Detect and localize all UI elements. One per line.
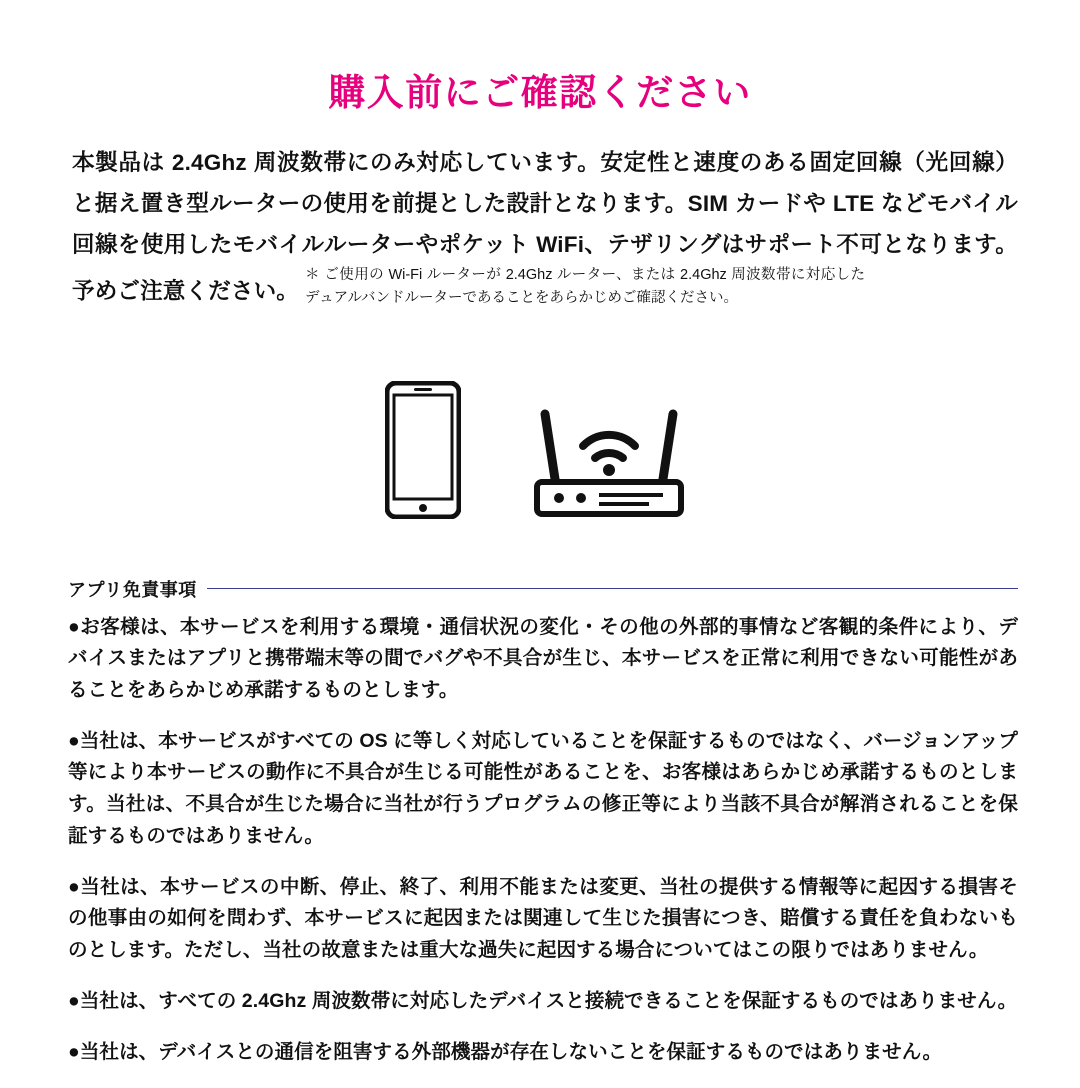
intro-main-text: 本製品は 2.4Ghz 周波数帯にのみ対応しています。安定性と速度のある固定回線（光回線）と据え置き型ルーターの使用を前提とした設計となります。SIM カードや LTE などモバイル回線を使用したモバイルルーターやポケット WiFi、テザリングはサポート不可となります。予めご注意ください。 bbox=[72, 150, 1018, 304]
disclaimer-heading-label: アプリ免責事項 bbox=[68, 579, 197, 600]
wifi-router-icon bbox=[523, 380, 695, 525]
device-illustration bbox=[0, 365, 1080, 540]
product-notice-page bbox=[0, 25, 1080, 1088]
disclaimer-clause-4: ●当社は、すべての 2.4Ghz 周波数帯に対応したデバイスと接続できることを保証するものではありません。 bbox=[68, 989, 1018, 1012]
intro-footnote: ＊ ご使用の Wi-Fi ルーターが 2.4Ghz ルーター、または 2.4Ghz 周波数帯に対応したデュアルバンドルーターであることをあらかじめご確認ください。 bbox=[305, 267, 866, 307]
disclaimer-clause-3: ●当社は、本サービスの中断、停止、終了、利用不能または変更、当社の提供する情報等に起因する損害その他事由の如何を問わず、本サービスに起因または関連して生じた損害につき、賠償する責任を負わないものとします。ただし、当社の故意または重大な過失に起因する場合についてはこの限りではありません。 bbox=[68, 875, 1018, 961]
heading-divider bbox=[207, 588, 1018, 589]
disclaimer-clause-1: ●お客様は、本サービスを利用する環境・通信状況の変化・その他の外部的事情など客観的条件により、デバイスまたはアプリと携帯端末等の間でバグや不具合が生じ、本サービスを正常に利用できない可能性があることをあらかじめ承諾するものとします。 bbox=[68, 615, 1018, 701]
disclaimer-clause-2: ●当社は、本サービスがすべての OS に等しく対応していることを保証するものではなく、バージョンアップ等により本サービスの動作に不具合が生じる可能性があることを、お客様はあらかじめ承諾するものとします。当社は、不具合が生じた場合に当社が行うプログラムの修正等により当該不具合が解消されることを保証するものではありません。 bbox=[68, 729, 1018, 847]
page-title: 購入前にご確認ください bbox=[328, 71, 752, 113]
disclaimer-heading bbox=[68, 576, 1018, 602]
disclaimer-section bbox=[68, 576, 1018, 1069]
disclaimer-clause-5: ●当社は、デバイスとの通信を阻害する外部機器が存在しないことを保証するものではありません。 bbox=[68, 1041, 943, 1064]
intro-paragraph bbox=[72, 143, 1018, 312]
smartphone-icon bbox=[385, 381, 461, 524]
